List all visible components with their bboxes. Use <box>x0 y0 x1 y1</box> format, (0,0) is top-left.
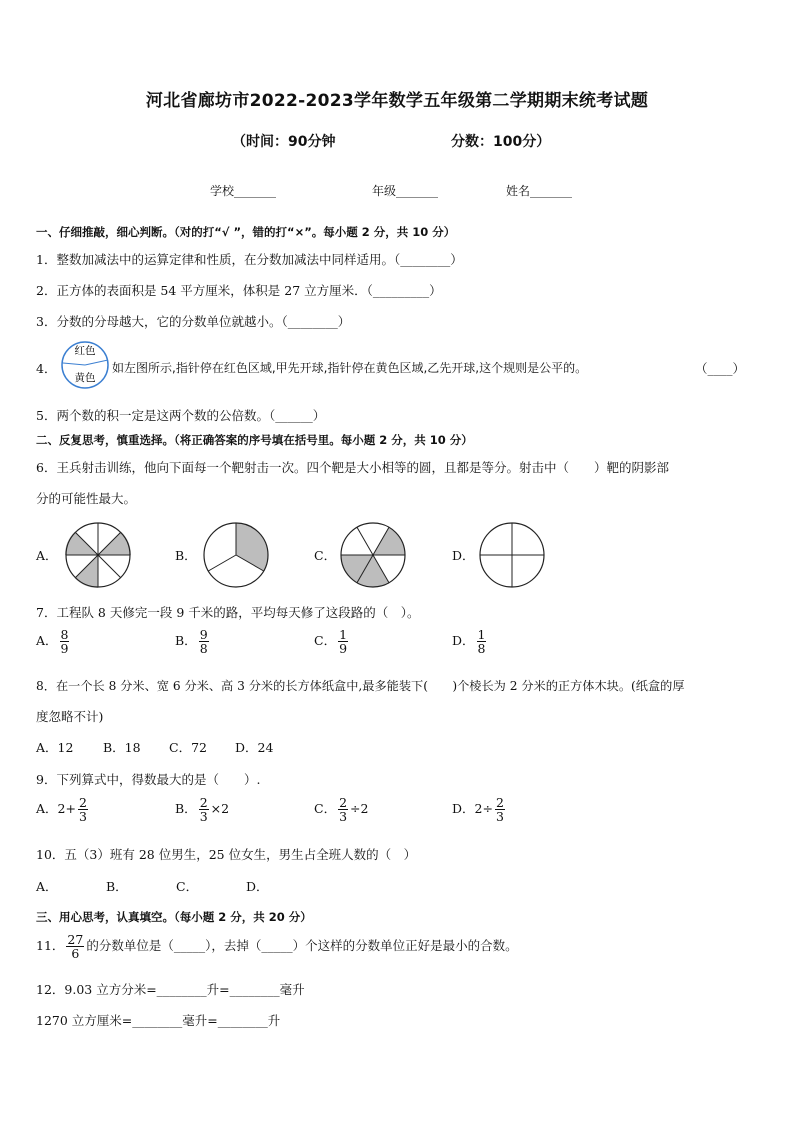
q8-option-b: B．18 <box>103 740 141 755</box>
spinner-icon <box>60 340 110 390</box>
exam-time: （时间：90分钟 <box>232 134 336 150</box>
q7-option-a <box>36 628 71 655</box>
q8-option-a: A．12 <box>36 740 74 755</box>
q11-text: 的分数单位是（_____），去掉（_____）个这样的分数单位正好是最小的合数。 <box>86 938 518 954</box>
question-6-line2: 分的可能性最大。 <box>36 491 137 506</box>
spinner-red-label: 红色 <box>74 345 96 357</box>
q10-option-c: C． <box>176 879 199 894</box>
target-d-icon <box>479 522 545 588</box>
q9-option-b: B． $\frac{2}{3}$ ×2 <box>175 795 230 825</box>
question-9: 9．下列算式中，得数最大的是（ ）. <box>36 772 261 787</box>
q9-option-d: D．2÷ $\frac{2}{3}$ <box>452 795 504 825</box>
q10-option-a: A． <box>36 879 58 894</box>
question-10: 10．五（3）班有 28 位男生，25 位女生，男生占全班人数的（ ） <box>36 847 417 862</box>
q7-b-fraction: $\frac{9}{8}$ <box>199 627 208 657</box>
q8-option-c: C．72 <box>169 740 207 755</box>
question-4-blank: （____） <box>695 361 746 376</box>
q9-b-fraction: $\frac{2}{3}$ <box>199 795 208 825</box>
target-b-icon <box>203 522 269 588</box>
q7-option-b <box>175 628 211 655</box>
question-4-number: 4． <box>36 361 57 376</box>
q11-fraction: $\frac{27}{6}$ <box>67 932 84 962</box>
section2-heading: 二、反复思考，慎重选择。（将正确答案的序号填在括号里。每小题 2 分，共 10 分） <box>36 433 473 447</box>
q10-option-d: D． <box>246 879 269 894</box>
q9-c-fraction: $\frac{2}{3}$ <box>339 795 348 825</box>
target-c-icon <box>340 522 406 588</box>
q7-b-label: B． <box>175 633 197 649</box>
q6-option-d-label: D． <box>452 548 475 563</box>
question-5: 5．两个数的积一定是这两个数的公倍数。（______） <box>36 408 326 423</box>
question-11 <box>36 933 518 960</box>
question-4-text: 如左图所示,指针停在红色区域,甲先开球,指针停在黄色区域,乙先开球,这个规则是公平的。 <box>112 361 588 375</box>
grade-field: 年级_______ <box>372 184 439 198</box>
section1-heading: 一、仔细推敲，细心判断。（对的打“√ ”，错的打“×”。每小题 2 分，共 10 分） <box>36 225 456 239</box>
name-field: 姓名_______ <box>506 184 573 198</box>
q10-option-b: B． <box>106 879 128 894</box>
question-12-line1: 12．9.03 立方分米=________升=________毫升 <box>36 982 305 997</box>
q9-option-c: C． $\frac{2}{3}$ ÷2 <box>314 795 369 825</box>
question-1: 1．整数加减法中的运算定律和性质，在分数加减法中同样适用。（________） <box>36 252 463 267</box>
q9-d-fraction: $\frac{2}{3}$ <box>495 795 504 825</box>
spinner-yellow-label: 黄色 <box>74 372 96 384</box>
question-3: 3．分数的分母越大，它的分数单位就越小。（________） <box>36 314 351 329</box>
school-field: 学校_______ <box>210 184 277 198</box>
section3-heading: 三、用心思考，认真填空。（每小题 2 分，共 20 分） <box>36 910 312 924</box>
q6-option-c-label: C． <box>314 548 337 563</box>
page-title: 河北省廊坊市2022-2023学年数学五年级第二学期期末统考试题 <box>145 91 649 111</box>
q7-d-fraction: $\frac{1}{8}$ <box>477 627 486 657</box>
q6-option-b-label: B． <box>175 548 197 563</box>
question-2: 2．正方体的表面积是 54 平方厘米，体积是 27 立方厘米．（_________） <box>36 283 442 298</box>
question-8-line1: 8．在一个长 8 分米、宽 6 分米、高 3 分米的长方体纸盒中,最多能装下( )个棱长为 2 分米的正方体木块。(纸盒的厚 <box>36 679 685 693</box>
target-a-icon <box>65 522 131 588</box>
q7-c-fraction: $\frac{1}{9}$ <box>339 627 348 657</box>
q7-a-fraction: $\frac{8}{9}$ <box>60 627 69 657</box>
exam-score: 分数：100分） <box>451 134 551 150</box>
q9-a-fraction: $\frac{2}{3}$ <box>78 795 87 825</box>
q7-option-d <box>452 628 488 655</box>
q8-option-d: D．24 <box>235 740 274 755</box>
q7-option-c <box>314 628 350 655</box>
question-12-line2: 1270 立方厘米=________毫升=________升 <box>36 1013 281 1028</box>
q7-d-label: D． <box>452 633 475 649</box>
question-7: 7．工程队 8 天修完一段 9 千米的路，平均每天修了这段路的（ ）。 <box>36 605 420 620</box>
q6-option-a-label: A． <box>36 548 58 563</box>
question-8-line2: 度忽略不计) <box>36 709 104 724</box>
q11-number: 11． <box>36 938 65 954</box>
q7-c-label: C． <box>314 633 337 649</box>
q7-a-label: A． <box>36 633 58 649</box>
question-6-line1: 6．王兵射击训练，他向下面每一个靶射击一次。四个靶是大小相等的圆，且都是等分。射击中（ ）靶的阴影部 <box>36 460 669 475</box>
q9-option-a: A．2+ $\frac{2}{3}$ <box>36 795 87 825</box>
